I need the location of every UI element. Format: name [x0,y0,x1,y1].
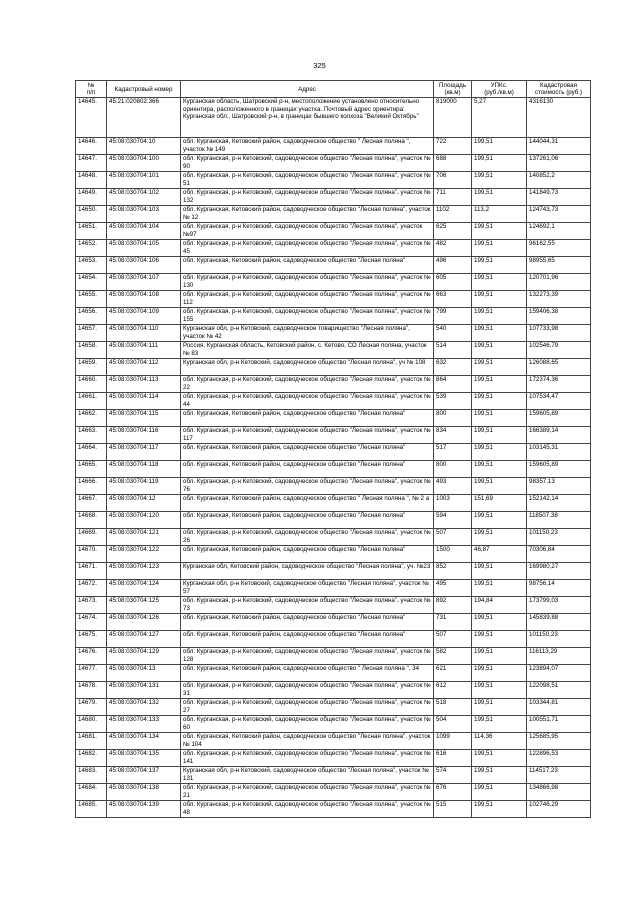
area-cell: 800 [434,461,472,478]
table-row [76,155,591,172]
row-number-cell: 14650. [76,206,107,223]
row-number-cell: 14682. [76,750,107,767]
row-number-cell: 14657. [76,325,107,342]
address-cell: обл. Курганская, р-н Кетовский, садоводческое общество "Лесная поляна", участок № 21 [181,784,434,801]
area-cell: 605 [434,274,472,291]
upks-value-cell: 199,51 [472,393,527,410]
upks-value-cell: 199,51 [472,155,527,172]
cadastral-value-cell: 145839,88 [527,614,591,631]
cadastral-value-cell: 124743,73 [527,206,591,223]
row-number-cell: 14675. [76,631,107,648]
table-header-row [76,81,591,98]
cadastral-value-cell: 144044,31 [527,138,591,155]
cadastral-value-cell: 123894,07 [527,665,591,682]
upks-value-cell: 199,51 [472,580,527,597]
address-cell: обл. Курганская, Кетовский район, садоводческое общество "Лесная поляна", участок № 12 [181,206,434,223]
area-cell: 496 [434,257,472,274]
area-cell: 676 [434,784,472,801]
address-cell: обл. Курганская, Кетовский район, садоводческое общество "Лесная поляна" [181,461,434,478]
area-cell: 594 [434,512,472,529]
table-row [76,257,591,274]
area-cell: 621 [434,665,472,682]
upks-value-cell: 199,51 [472,682,527,699]
table-body [76,98,591,818]
address-cell: обл. Курганская, р-н Кетовский, садоводческое общество "Лесная поляна", участок № 22 [181,376,434,393]
table-row [76,546,591,563]
row-number-cell: 14668. [76,512,107,529]
upks-value-cell: 199,51 [472,563,527,580]
row-number-cell: 14653. [76,257,107,274]
cadastral-value-cell: 152142,14 [527,495,591,512]
row-number-cell: 14663. [76,427,107,444]
cadastral-value-cell: 118507,38 [527,512,591,529]
address-cell: обл. Курганская, Кетовский район, садоводческое общество "Лесная поляна", участок № 104 [181,733,434,750]
row-number-cell: 14672. [76,580,107,597]
cadastral-value-cell: 120701,96 [527,274,591,291]
table-row [76,427,591,444]
area-cell: 504 [434,716,472,733]
row-number-cell: 14658. [76,342,107,359]
cadastral-value-cell: 107733,98 [527,325,591,342]
upks-value-cell: 199,51 [472,325,527,342]
table-row [76,359,591,376]
upks-value-cell: 199,51 [472,631,527,648]
area-cell: 1099 [434,733,472,750]
address-cell: обл. Курганская, р-н Кетовский, садоводческое общество "Лесная поляна", участок № 45 [181,240,434,257]
table-row [76,597,591,614]
table-row [76,98,591,138]
upks-value-cell: 199,51 [472,223,527,240]
address-cell: обл. Курганская, р-н Кетовский, садоводческое общество "Лесная поляна", участок № 60 [181,716,434,733]
area-cell: 495 [434,580,472,597]
cadastral-value-cell: 141849,73 [527,189,591,206]
cadastral-value-cell: 116113,29 [527,648,591,665]
address-cell: обл. Курганская, Кетовский район, садоводческое общество "Лесная поляна" [181,512,434,529]
cadastral-number-cell: 45:08:030704:126 [107,614,181,631]
address-cell: обл. Курганская, р-н Кетовский, садоводческое общество "Лесная поляна", участок № 128 [181,648,434,665]
upks-value-cell: 199,51 [472,767,527,784]
address-cell: обл. Курганская, р-н Кетовский, садоводческое общество "Лесная поляна", участок № 48 [181,801,434,818]
cadastral-number-cell: 45:08:030704:10 [107,138,181,155]
row-number-cell: 14666. [76,478,107,495]
cadastral-number-cell: 45:08:030704:138 [107,784,181,801]
table-row [76,172,591,189]
address-cell: обл. Курганская, р-н Кетовский, садоводческое общество "Лесная поляна", участок № 90 [181,155,434,172]
cadastral-value-cell: 102546,79 [527,342,591,359]
upks-value-cell: 199,51 [472,444,527,461]
area-cell: 799 [434,308,472,325]
cadastral-number-cell: 45:08:030704:137 [107,767,181,784]
cadastral-number-cell: 45:08:030704:106 [107,257,181,274]
area-cell: 493 [434,478,472,495]
cadastral-number-cell: 45:08:030704:103 [107,206,181,223]
cadastral-number-cell: 45:08:030704:105 [107,240,181,257]
row-number-cell: 14646. [76,138,107,155]
cadastral-number-cell: 45:08:030704:133 [107,716,181,733]
area-cell: 706 [434,172,472,189]
address-cell: обл. Курганская, Кетовский район, садоводческое общество "Лесная поляна" [181,546,434,563]
area-cell: 507 [434,529,472,546]
cadastral-value-cell: 159605,89 [527,461,591,478]
address-cell: обл. Курганская, р-н Кетовский, садоводческое общество "Лесная поляна", участок № 27 [181,699,434,716]
row-number-cell: 14683. [76,767,107,784]
area-cell: 819000 [434,98,472,138]
header-address: Адрес [181,81,434,98]
cadastral-value-cell: 107534,47 [527,393,591,410]
table-row [76,291,591,308]
address-cell: обл. Курганская, Кетовский район, садоводческое общество "Лесная поляна" [181,257,434,274]
area-cell: 514 [434,342,472,359]
header-number: № п/п [76,81,107,98]
row-number-cell: 14655. [76,291,107,308]
cadastral-value-cell: 102746,29 [527,801,591,818]
cadastral-number-cell: 45:08:030704:132 [107,699,181,716]
cadastral-value-cell: 132273,39 [527,291,591,308]
upks-value-cell: 199,51 [472,750,527,767]
area-cell: 515 [434,801,472,818]
cadastral-value-cell: 159406,38 [527,308,591,325]
cadastral-number-cell: 45:08:030704:125 [107,597,181,614]
cadastral-value-cell: 122896,53 [527,750,591,767]
address-cell: обл. Курганская, р-н Кетовский, садоводческое общество "Лесная поляна", участок №97 [181,223,434,240]
address-cell: обл. Курганская, р-н Кетовский, садоводческое общество "Лесная поляна", участок № 155 [181,308,434,325]
cadastral-number-cell: 45:21:020802:366 [107,98,181,138]
cadastral-value-cell: 114517,23 [527,767,591,784]
upks-value-cell: 199,51 [472,784,527,801]
cadastral-number-cell: 45:08:030704:115 [107,410,181,427]
cadastral-value-cell: 98955,65 [527,257,591,274]
upks-value-cell: 151,69 [472,495,527,512]
address-cell: обл. Курганская, р-н Кетовский, садоводческое общество "Лесная поляна", участок № 117 [181,427,434,444]
cadastral-value-cell: 166389,14 [527,427,591,444]
row-number-cell: 14649. [76,189,107,206]
cadastral-number-cell: 45:08:030704:121 [107,529,181,546]
upks-value-cell: 194,84 [472,597,527,614]
row-number-cell: 14652. [76,240,107,257]
address-cell: Курганская обл, р-н Кетовский, садоводческое общество "Лесная поляна", участок № 131 [181,767,434,784]
cadastral-number-cell: 45:08:030704:104 [107,223,181,240]
table-row [76,138,591,155]
upks-value-cell: 199,51 [472,359,527,376]
cadastral-number-cell: 45:08:030704:117 [107,444,181,461]
area-cell: 892 [434,597,472,614]
address-cell: обл. Курганская, Кетовский район, садоводческое общество "Лесная поляна" [181,631,434,648]
row-number-cell: 14685. [76,801,107,818]
area-cell: 800 [434,410,472,427]
cadastral-number-cell: 45:08:030704:107 [107,274,181,291]
cadastral-number-cell: 45:08:030704:108 [107,291,181,308]
table-row [76,512,591,529]
cadastral-number-cell: 45:08:030704:13 [107,665,181,682]
row-number-cell: 14680. [76,716,107,733]
cadastral-number-cell: 45:08:030704:131 [107,682,181,699]
upks-value-cell: 199,51 [472,257,527,274]
table-row [76,393,591,410]
row-number-cell: 14678. [76,682,107,699]
area-cell: 574 [434,767,472,784]
cadastral-value-cell: 96162,55 [527,240,591,257]
address-cell: обл. Курганская, Кетовский район, садоводческое общество "Лесная поляна" [181,614,434,631]
cadastral-number-cell: 45:08:030704:139 [107,801,181,818]
upks-value-cell: 199,51 [472,716,527,733]
address-cell: Курганская обл, Кетовский район, садоводческое общество "Лесная поляна", уч. №23 [181,563,434,580]
upks-value-cell: 199,51 [472,240,527,257]
area-cell: 582 [434,648,472,665]
table-row [76,716,591,733]
table-row [76,189,591,206]
cadastral-number-cell: 45:08:030704:129 [107,648,181,665]
table-row [76,444,591,461]
cadastral-number-cell: 45:08:030704:120 [107,512,181,529]
cadastral-number-cell: 45:08:030704:109 [107,308,181,325]
cadastral-value-cell: 98357,13 [527,478,591,495]
area-cell: 1003 [434,495,472,512]
cadastral-value-cell: 103344,81 [527,699,591,716]
row-number-cell: 14667. [76,495,107,512]
table-row [76,699,591,716]
cadastral-value-cell: 134866,98 [527,784,591,801]
row-number-cell: 14684. [76,784,107,801]
cadastral-value-cell: 169980,27 [527,563,591,580]
address-cell: Россия, Курганская область, Кетовский район, с. Кетово, СО Лесная поляна, участок № 83 [181,342,434,359]
area-cell: 1500 [434,546,472,563]
area-cell: 616 [434,750,472,767]
row-number-cell: 14676. [76,648,107,665]
address-cell: обл. Курганская, Кетовский район, садоводческое общество " Лесная поляна ", участок № 149 [181,138,434,155]
upks-value-cell: 199,51 [472,376,527,393]
cadastral-value-cell: 4316130 [527,98,591,138]
table-row [76,665,591,682]
row-number-cell: 14656. [76,308,107,325]
upks-value-cell: 46,87 [472,546,527,563]
area-cell: 688 [434,155,472,172]
table-row [76,580,591,597]
address-cell: обл. Курганская, р-н Кетовский, садоводческое общество "Лесная поляна", участок № 44 [181,393,434,410]
upks-value-cell: 199,51 [472,461,527,478]
cadastral-number-cell: 45:08:030704:101 [107,172,181,189]
row-number-cell: 14665. [76,461,107,478]
cadastral-value-cell: 100551,71 [527,716,591,733]
upks-value-cell: 199,51 [472,648,527,665]
row-number-cell: 14671. [76,563,107,580]
address-cell: обл. Курганская, р-н Кетовский, садоводческое общество "Лесная поляна", участок № 26 [181,529,434,546]
page-number: 325 [313,61,326,70]
row-number-cell: 14673. [76,597,107,614]
upks-value-cell: 199,51 [472,172,527,189]
header-cadastral-value: Кадастровая стоимость (руб.) [527,81,591,98]
header-upks: УПКс. (руб./кв.м) [472,81,527,98]
row-number-cell: 14679. [76,699,107,716]
area-cell: 507 [434,631,472,648]
area-cell: 1102 [434,206,472,223]
table-row [76,325,591,342]
upks-value-cell: 199,51 [472,529,527,546]
address-cell: обл. Курганская, р-н Кетовский, садоводческое общество "Лесная поляна", участок № 51 [181,172,434,189]
upks-value-cell: 199,51 [472,614,527,631]
row-number-cell: 14674. [76,614,107,631]
address-cell: обл. Курганская, р-н Кетовский, садоводческое общество "Лесная поляна", участок № 141 [181,750,434,767]
cadastral-table [75,80,591,818]
cadastral-value-cell: 103145,31 [527,444,591,461]
area-cell: 517 [434,444,472,461]
table-row [76,342,591,359]
cadastral-value-cell: 137261,06 [527,155,591,172]
area-cell: 625 [434,223,472,240]
row-number-cell: 14670. [76,546,107,563]
upks-value-cell: 199,51 [472,308,527,325]
address-cell: Курганская обл, р-н Кетовский, садоводческое общество "Лесная поляна", участок № 57 [181,580,434,597]
row-number-cell: 14677. [76,665,107,682]
row-number-cell: 14660. [76,376,107,393]
row-number-cell: 14659. [76,359,107,376]
address-cell: обл. Курганская, Кетовский район, садоводческое общество "Лесная поляна" [181,444,434,461]
upks-value-cell: 199,51 [472,427,527,444]
header-area: Площадь (кв.м) [434,81,472,98]
cadastral-number-cell: 45:08:030704:113 [107,376,181,393]
cadastral-number-cell: 45:08:030704:111 [107,342,181,359]
cadastral-number-cell: 45:08:030704:110 [107,325,181,342]
row-number-cell: 14661. [76,393,107,410]
upks-value-cell: 114,36 [472,733,527,750]
upks-value-cell: 199,51 [472,274,527,291]
cadastral-value-cell: 122098,51 [527,682,591,699]
area-cell: 663 [434,291,472,308]
table-row [76,478,591,495]
row-number-cell: 14645. [76,98,107,138]
table-row [76,461,591,478]
cadastral-number-cell: 45:08:030704:114 [107,393,181,410]
area-cell: 852 [434,563,472,580]
address-cell: обл. Курганская, р-н Кетовский, садоводческое общество "Лесная поляна", участок № 132 [181,189,434,206]
area-cell: 731 [434,614,472,631]
cadastral-value-cell: 173799,03 [527,597,591,614]
table-row [76,648,591,665]
cadastral-value-cell: 101150,23 [527,529,591,546]
row-number-cell: 14647. [76,155,107,172]
row-number-cell: 14654. [76,274,107,291]
table-row [76,529,591,546]
upks-value-cell: 113,2 [472,206,527,223]
row-number-cell: 14664. [76,444,107,461]
table-row [76,614,591,631]
cadastral-number-cell: 45:08:030704:134 [107,733,181,750]
area-cell: 834 [434,427,472,444]
table-row [76,376,591,393]
table-row [76,274,591,291]
cadastral-value-cell: 98756,14 [527,580,591,597]
cadastral-number-cell: 45:08:030704:127 [107,631,181,648]
table-row [76,784,591,801]
address-cell: обл. Курганская, р-н Кетовский, садоводческое общество "Лесная поляна", участок № 130 [181,274,434,291]
upks-value-cell: 199,51 [472,699,527,716]
area-cell: 539 [434,393,472,410]
row-number-cell: 14669. [76,529,107,546]
table-row [76,308,591,325]
table-row [76,682,591,699]
upks-value-cell: 199,51 [472,801,527,818]
cadastral-value-cell: 172374,36 [527,376,591,393]
table-row [76,495,591,512]
address-cell: Курганская обл, р-н Кетовский, садоводческое товарищество "Лесная поляна", участок № 42 [181,325,434,342]
address-cell: обл. Курганская, Кетовский район, садоводческое общество " Лесная поляна ", № 2 а [181,495,434,512]
address-cell: обл. Курганская, р-н Кетовский, садоводческое общество "Лесная поляна", участок № 73 [181,597,434,614]
upks-value-cell: 199,51 [472,665,527,682]
area-cell: 711 [434,189,472,206]
cadastral-number-cell: 45:08:030704:122 [107,546,181,563]
cadastral-number-cell: 45:08:030704:118 [107,461,181,478]
header-cadastral-number: Кадастровый номер [107,81,181,98]
address-cell: Курганская обл, р-н Кетовский, садоводческое общество "Лесная поляна", уч № 108 [181,359,434,376]
cadastral-number-cell: 45:08:030704:123 [107,563,181,580]
cadastral-value-cell: 140852,2 [527,172,591,189]
address-cell: обл. Курганская, р-н Кетовский, садоводческое общество "Лесная поляна", участок № 31 [181,682,434,699]
area-cell: 482 [434,240,472,257]
cadastral-number-cell: 45:08:030704:100 [107,155,181,172]
upks-value-cell: 199,51 [472,410,527,427]
cadastral-number-cell: 45:08:030704:112 [107,359,181,376]
cadastral-value-cell: 126088,65 [527,359,591,376]
upks-value-cell: 199,51 [472,478,527,495]
area-cell: 632 [434,359,472,376]
table-row [76,733,591,750]
address-cell: обл. Курганская, р-н Кетовский, садоводческое общество "Лесная поляна", участок № 76 [181,478,434,495]
cadastral-value-cell: 70306,84 [527,546,591,563]
address-cell: обл. Курганская, р-н Кетовский, садоводческое общество "Лесная поляна", участок № 112 [181,291,434,308]
cadastral-number-cell: 45:08:030704:135 [107,750,181,767]
cadastral-value-cell: 159605,89 [527,410,591,427]
upks-value-cell: 199,51 [472,512,527,529]
cadastral-value-cell: 101150,23 [527,631,591,648]
upks-value-cell: 199,51 [472,342,527,359]
table-row [76,206,591,223]
area-cell: 722 [434,138,472,155]
table-row [76,631,591,648]
area-cell: 864 [434,376,472,393]
table-row [76,410,591,427]
upks-value-cell: 199,51 [472,291,527,308]
table-row [76,223,591,240]
address-cell: Курганская область, Шатровский р-н, местоположение установлено относительно ориентира, расположенного в границах участка. Почтовый адрес ориентира: Курганская обл., Шатровский р-н, в границах бывшего колхоза "Великий Октябрь" [181,98,434,138]
area-cell: 518 [434,699,472,716]
area-cell: 540 [434,325,472,342]
table-row [76,750,591,767]
address-cell: обл. Курганская, Кетовский район, садоводческое общество "Лесная поляна" [181,410,434,427]
row-number-cell: 14662. [76,410,107,427]
upks-value-cell: 199,51 [472,189,527,206]
area-cell: 612 [434,682,472,699]
table-row [76,563,591,580]
cadastral-number-cell: 45:08:030704:12 [107,495,181,512]
cadastral-number-cell: 45:08:030704:119 [107,478,181,495]
cadastral-value-cell: 124692,1 [527,223,591,240]
cadastral-value-cell: 125685,95 [527,733,591,750]
table-row [76,801,591,818]
upks-value-cell: 199,51 [472,138,527,155]
upks-value-cell: 5,27 [472,98,527,138]
row-number-cell: 14648. [76,172,107,189]
table-row [76,240,591,257]
address-cell: обл. Курганская, Кетовский район, садоводческое общество " Лесная поляна ", 34 [181,665,434,682]
row-number-cell: 14651. [76,223,107,240]
cadastral-number-cell: 45:08:030704:116 [107,427,181,444]
table-row [76,767,591,784]
cadastral-number-cell: 45:08:030704:102 [107,189,181,206]
row-number-cell: 14681. [76,733,107,750]
cadastral-number-cell: 45:08:030704:124 [107,580,181,597]
